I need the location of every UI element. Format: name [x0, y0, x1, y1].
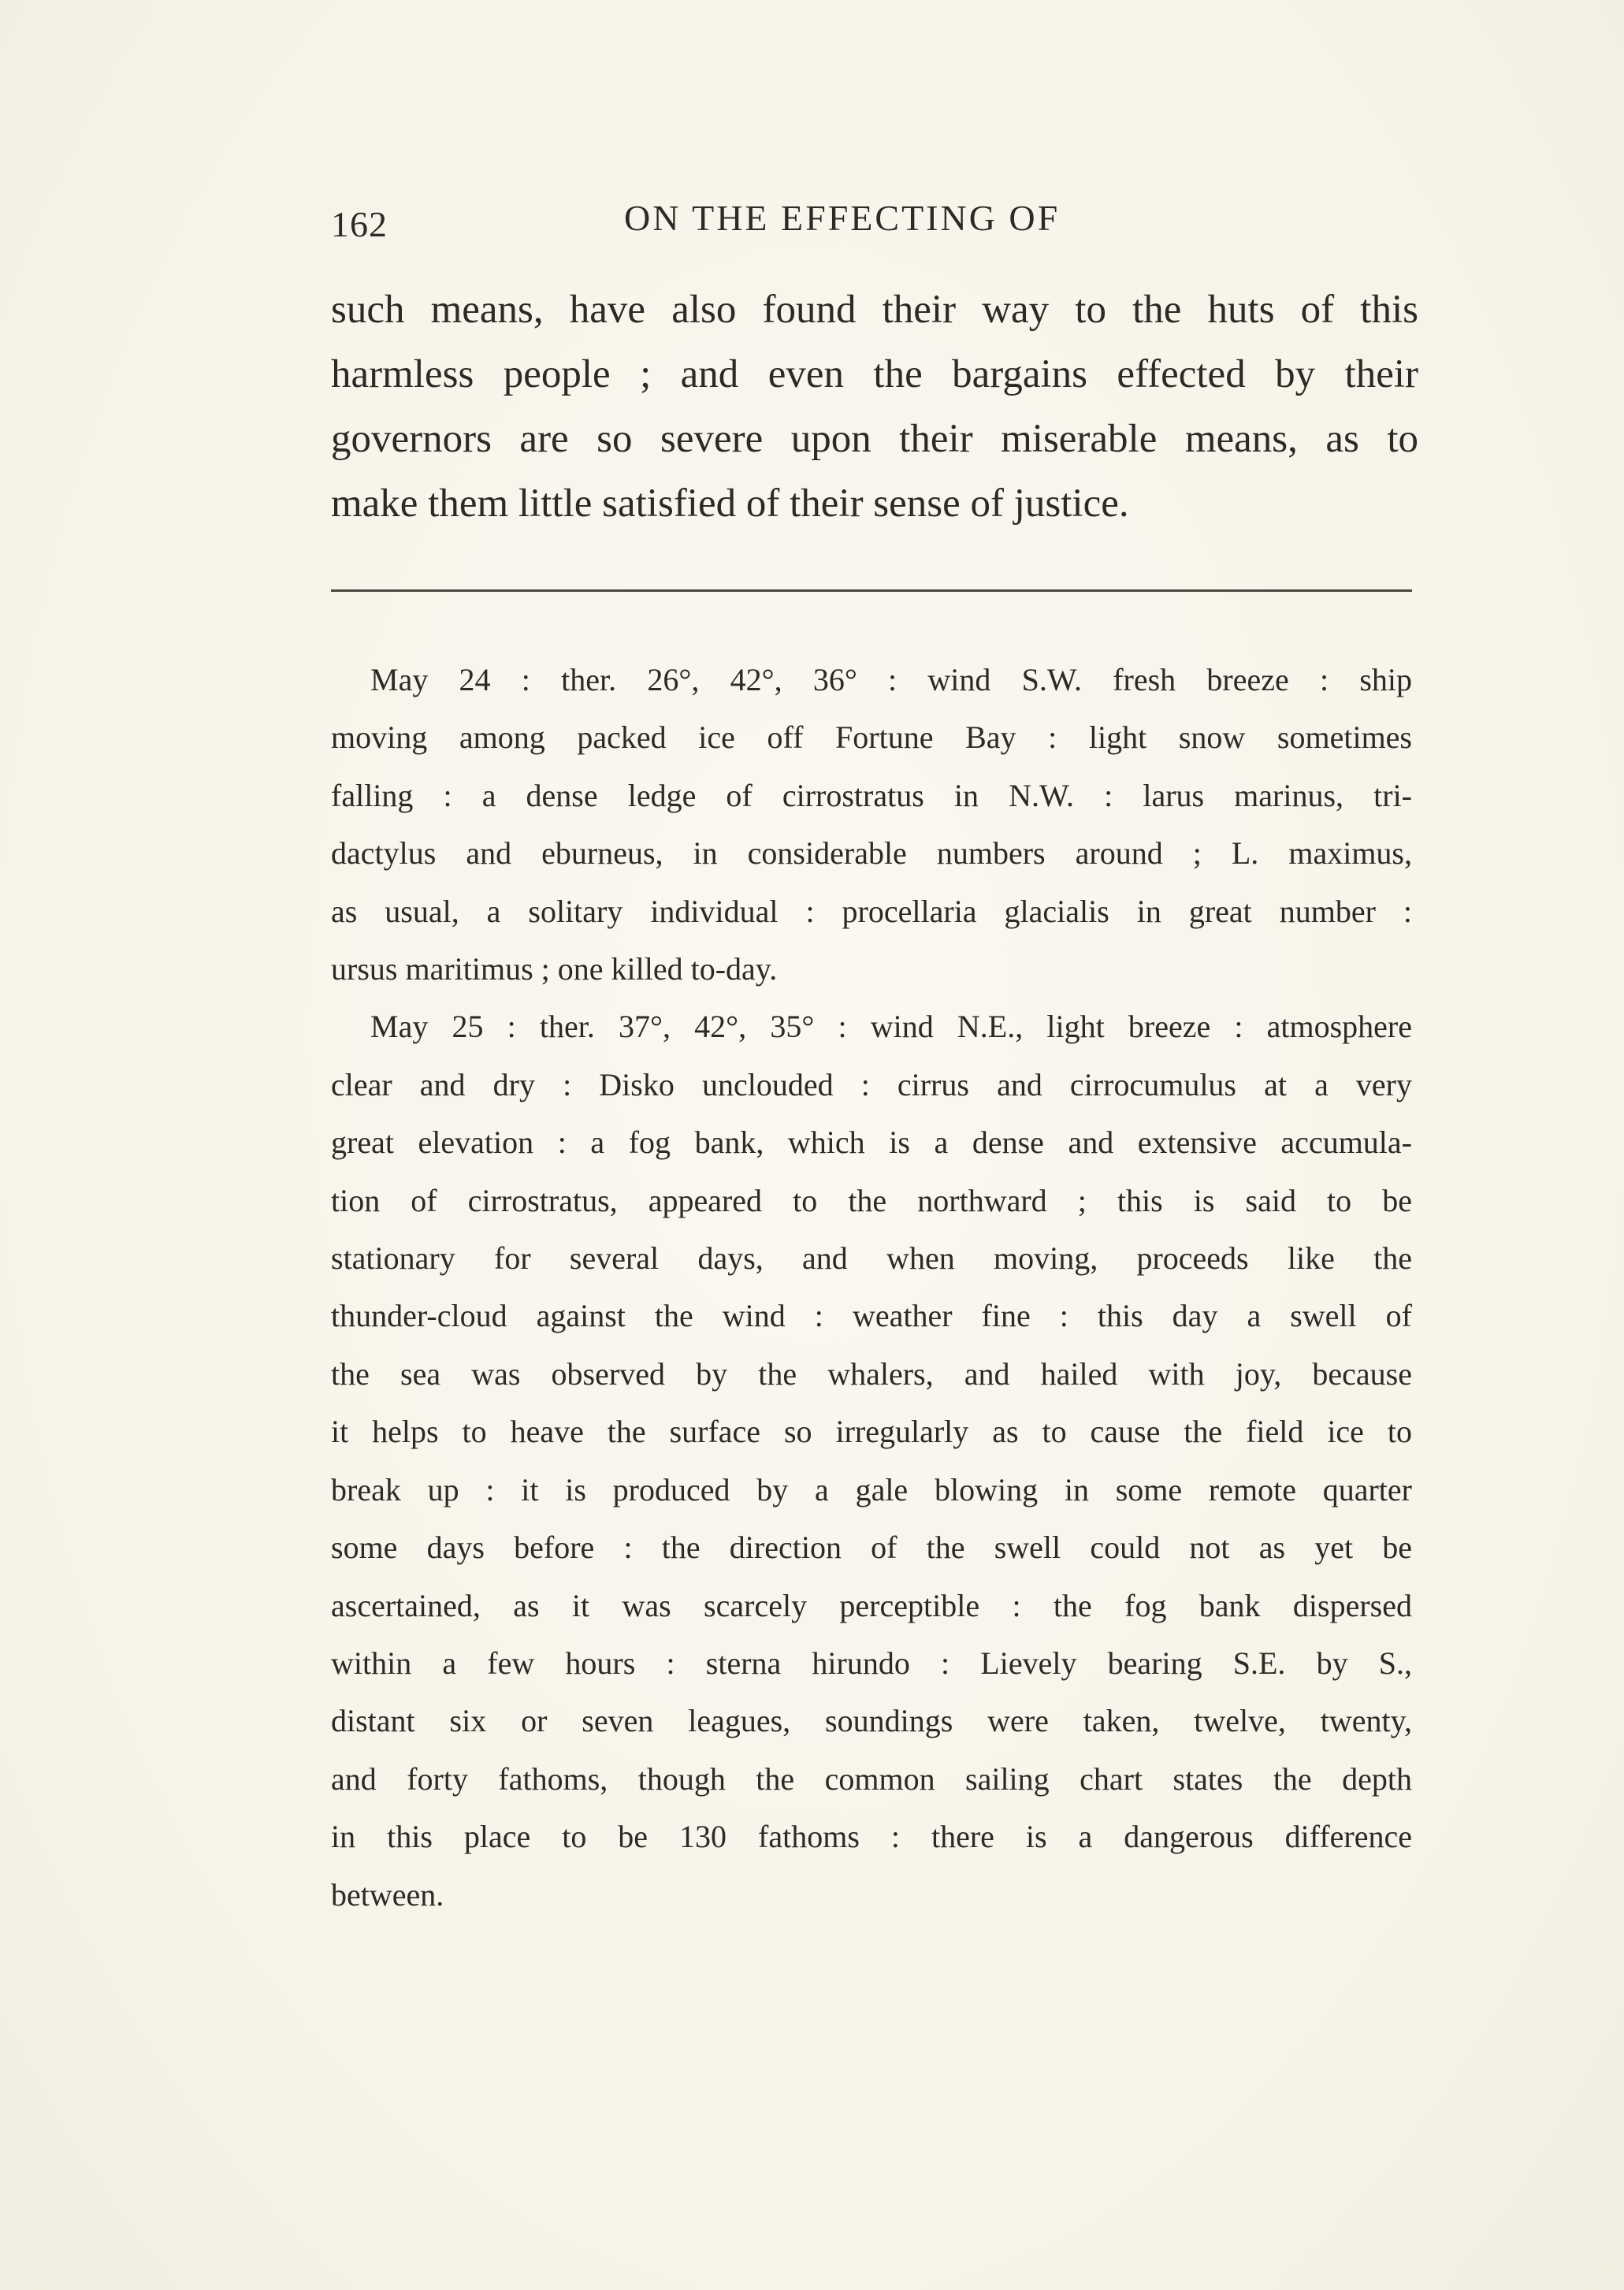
text-line: make them little satisfied of their sense of justice. — [331, 481, 1129, 526]
journal-notes — [331, 651, 1412, 1924]
text-line: such means, have also found their way to the huts of this — [331, 288, 1418, 332]
note-line: stationary for several days, and when moving, proceeds like the — [331, 1240, 1412, 1277]
note-line: ascertained, as it was scarcely perceptible : the fog bank dispersed — [331, 1587, 1412, 1623]
page-header — [331, 197, 1426, 252]
note-line: the sea was observed by the whalers, and hailed with joy, because — [331, 1355, 1412, 1392]
text-line: harmless people ; and even the bargains effected by their — [331, 352, 1418, 396]
note-line: in this place to be 130 fathoms : there is a dangerous difference — [331, 1819, 1412, 1855]
note-line: great elevation : a fog bank, which is a dense and extensive accumula- — [331, 1125, 1412, 1161]
note-line: between. — [331, 1876, 444, 1913]
note-line: moving among packed ice off Fortune Bay : light snow sometimes — [331, 719, 1412, 756]
note-line: some days before : the direction of the swell could not as yet be — [331, 1530, 1412, 1566]
note-line: clear and dry : Disko unclouded : cirrus and cirrocumulus at a very — [331, 1066, 1412, 1102]
running-head: ON THE EFFECTING OF — [624, 198, 1061, 238]
note-line: as usual, a solitary individual : procellaria glacialis in great number : — [331, 893, 1412, 929]
note-line: it helps to heave the surface so irregularly as to cause the field ice to — [331, 1414, 1412, 1450]
note-line: falling : a dense ledge of cirrostratus in N.W. : larus marinus, tri- — [331, 777, 1412, 813]
section-divider — [331, 589, 1412, 592]
page-number: 162 — [331, 204, 388, 244]
note-line: tion of cirrostratus, appeared to the northward ; this is said to be — [331, 1182, 1412, 1218]
main-paragraph — [331, 277, 1418, 536]
note-line: May 25 : ther. 37°, 42°, 35° : wind N.E., light breeze : atmosphere — [370, 1009, 1412, 1045]
note-line: thunder-cloud against the wind : weather fine : this day a swell of — [331, 1298, 1412, 1334]
note-line: distant six or seven leagues, soundings were taken, twelve, twenty, — [331, 1703, 1412, 1739]
note-line: ursus maritimus ; one killed to-day. — [331, 951, 778, 987]
text-line: governors are so severe upon their miserable means, as to — [331, 417, 1418, 461]
note-line: dactylus and eburneus, in considerable numbers around ; L. maximus, — [331, 835, 1412, 872]
note-line: break up : it is produced by a gale blowing in some remote quarter — [331, 1471, 1412, 1507]
note-line: and forty fathoms, though the common sailing chart states the depth — [331, 1760, 1412, 1797]
note-line: within a few hours : sterna hirundo : Lievely bearing S.E. by S., — [331, 1645, 1412, 1681]
note-line: May 24 : ther. 26°, 42°, 36° : wind S.W. fresh breeze : ship — [370, 662, 1412, 697]
